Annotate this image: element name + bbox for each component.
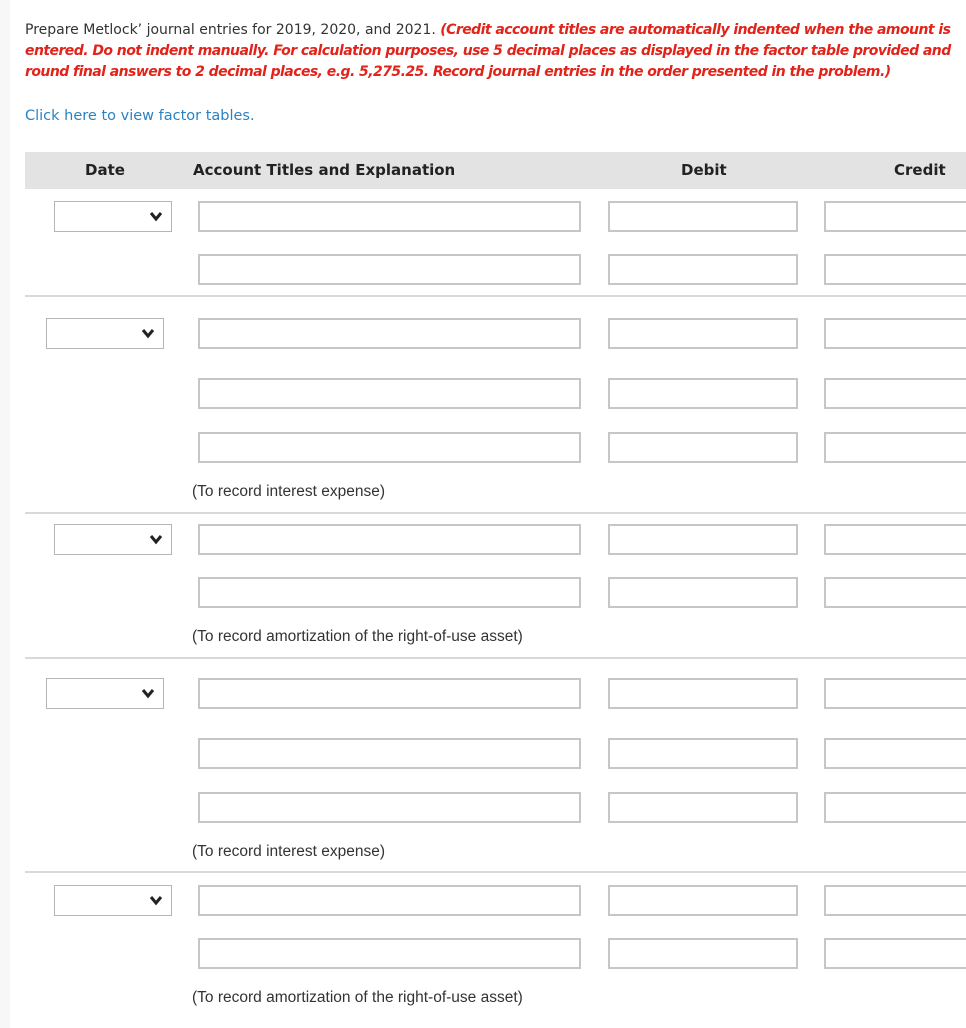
entry-5-credit-1[interactable]: [824, 885, 966, 916]
entry-4-debit-1[interactable]: [608, 678, 798, 709]
entry-3-debit-2[interactable]: [608, 577, 798, 608]
entry-2-account-1[interactable]: [198, 318, 581, 349]
entry-3-date-select[interactable]: [54, 524, 172, 555]
header-debit: Debit: [681, 161, 727, 179]
header-date: Date: [85, 161, 125, 179]
entry-1-account-2[interactable]: [198, 254, 581, 285]
entry-5-explanation: (To record amortization of the right-of-use asset): [192, 989, 523, 1006]
entry-1-credit-1[interactable]: [824, 201, 966, 232]
entry-1-credit-2[interactable]: [824, 254, 966, 285]
entry-4-account-1[interactable]: [198, 678, 581, 709]
chevron-down-icon: [149, 209, 163, 223]
header-account-titles: Account Titles and Explanation: [193, 161, 456, 179]
entry-4-date-select[interactable]: [46, 678, 164, 709]
entry-4-debit-3[interactable]: [608, 792, 798, 823]
entry-4-debit-2[interactable]: [608, 738, 798, 769]
entry-4-explanation: (To record interest expense): [192, 843, 385, 860]
entry-divider: [25, 657, 966, 659]
factor-tables-link[interactable]: Click here to view factor tables.: [25, 108, 255, 124]
entry-3-explanation: (To record amortization of the right-of-use asset): [192, 628, 523, 645]
entry-1-date-select[interactable]: [54, 201, 172, 232]
entry-5-date-select[interactable]: [54, 885, 172, 916]
entry-1-debit-2[interactable]: [608, 254, 798, 285]
entry-4-credit-2[interactable]: [824, 738, 966, 769]
entry-5-debit-2[interactable]: [608, 938, 798, 969]
entry-divider: [25, 295, 966, 297]
entry-5-account-1[interactable]: [198, 885, 581, 916]
instructions-text: Prepare Metlock’ journal entries for 2019, 2020, and 2021.: [25, 22, 441, 38]
chevron-down-icon: [149, 893, 163, 907]
entry-2-date-select[interactable]: [46, 318, 164, 349]
entry-divider: [25, 871, 966, 873]
entry-4-credit-1[interactable]: [824, 678, 966, 709]
entry-3-credit-1[interactable]: [824, 524, 966, 555]
entry-divider: [25, 512, 966, 514]
entry-2-explanation: (To record interest expense): [192, 483, 385, 500]
entry-1-debit-1[interactable]: [608, 201, 798, 232]
entry-5-credit-2[interactable]: [824, 938, 966, 969]
entry-2-debit-2[interactable]: [608, 378, 798, 409]
chevron-down-icon: [141, 686, 155, 700]
entry-1-account-1[interactable]: [198, 201, 581, 232]
header-credit: Credit: [894, 161, 946, 179]
instructions: [25, 20, 965, 83]
entry-5-debit-1[interactable]: [608, 885, 798, 916]
entry-2-credit-2[interactable]: [824, 378, 966, 409]
chevron-down-icon: [141, 326, 155, 340]
entry-3-account-1[interactable]: [198, 524, 581, 555]
entry-3-account-2[interactable]: [198, 577, 581, 608]
entry-2-credit-3[interactable]: [824, 432, 966, 463]
journal-entry-form: [10, 0, 966, 1028]
entry-2-account-2[interactable]: [198, 378, 581, 409]
entry-2-debit-1[interactable]: [608, 318, 798, 349]
entry-3-credit-2[interactable]: [824, 577, 966, 608]
entry-2-credit-1[interactable]: [824, 318, 966, 349]
table-header: [25, 152, 966, 189]
entry-2-account-3[interactable]: [198, 432, 581, 463]
chevron-down-icon: [149, 532, 163, 546]
entry-2-debit-3[interactable]: [608, 432, 798, 463]
entry-5-account-2[interactable]: [198, 938, 581, 969]
entry-4-credit-3[interactable]: [824, 792, 966, 823]
entry-4-account-2[interactable]: [198, 738, 581, 769]
entry-3-debit-1[interactable]: [608, 524, 798, 555]
entry-4-account-3[interactable]: [198, 792, 581, 823]
instructions-emphasis: (Credit account titles are automatically indented when the amount is entered. Do not indent manually. For calculation purposes, use 5 decimal places as displayed in the factor table provided and round final answers to 2 decimal places, e.g. 5,275.25. Record journal entries in the order presented in the problem.): [25, 22, 951, 80]
